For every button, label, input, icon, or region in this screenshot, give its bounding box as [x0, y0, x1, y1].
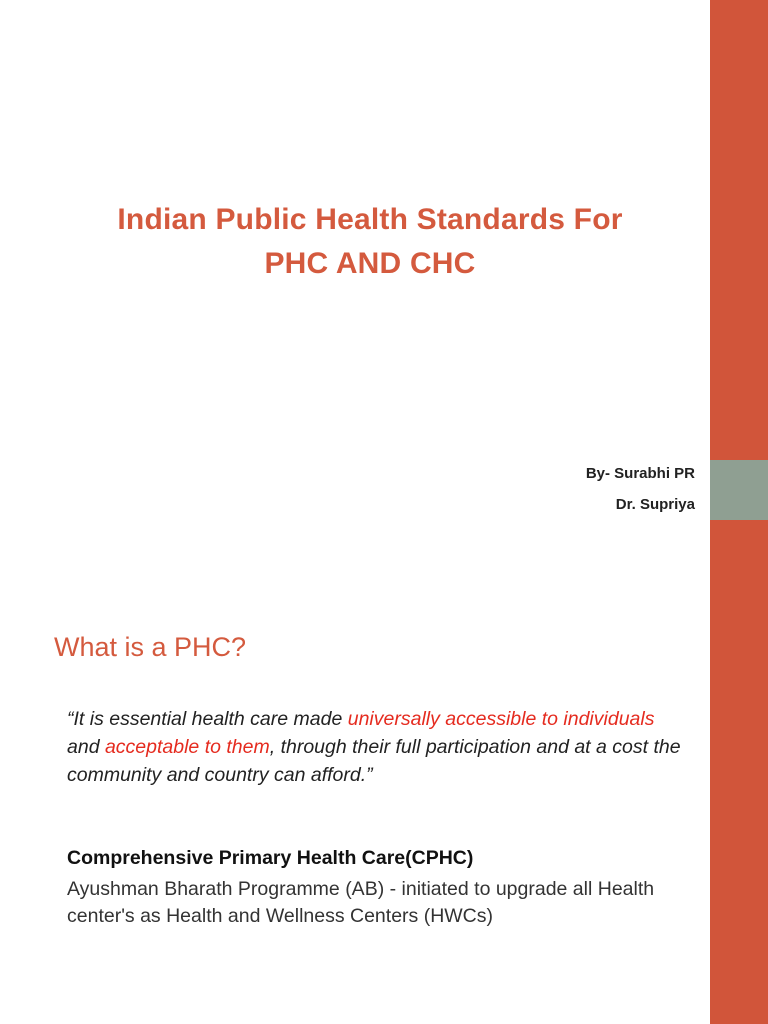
quote-highlight: acceptable to them	[104, 736, 270, 758]
co-author-name: Dr. Supriya	[615, 496, 695, 513]
sidebar-stripe	[710, 590, 768, 1024]
phc-definition-quote	[67, 705, 687, 789]
quote-text: , through their full participation and at a cost the community and country can afford.”	[67, 736, 681, 786]
slide-title-line-2: PHC AND CHC	[264, 247, 476, 280]
quote-text: “It is essential health care made	[67, 708, 348, 730]
slide-heading: What is a PHC?	[54, 632, 247, 662]
sidebar-accent-block	[710, 460, 768, 520]
cphc-description: Ayushman Bharath Programme (AB) - initiated to upgrade all Health center's as Health and Wellness Centers (HWCs)	[67, 878, 655, 927]
content-slide	[0, 590, 768, 1024]
slide-title	[40, 198, 700, 286]
slide-title-line-1: Indian Public Health Standards For	[117, 203, 623, 236]
author-name: By- Surabhi PR	[585, 465, 695, 482]
cphc-heading: Comprehensive Primary Health Care(CPHC)	[67, 847, 474, 869]
quote-text: and	[67, 736, 105, 758]
quote-highlight: universally accessible to individuals	[347, 708, 655, 730]
